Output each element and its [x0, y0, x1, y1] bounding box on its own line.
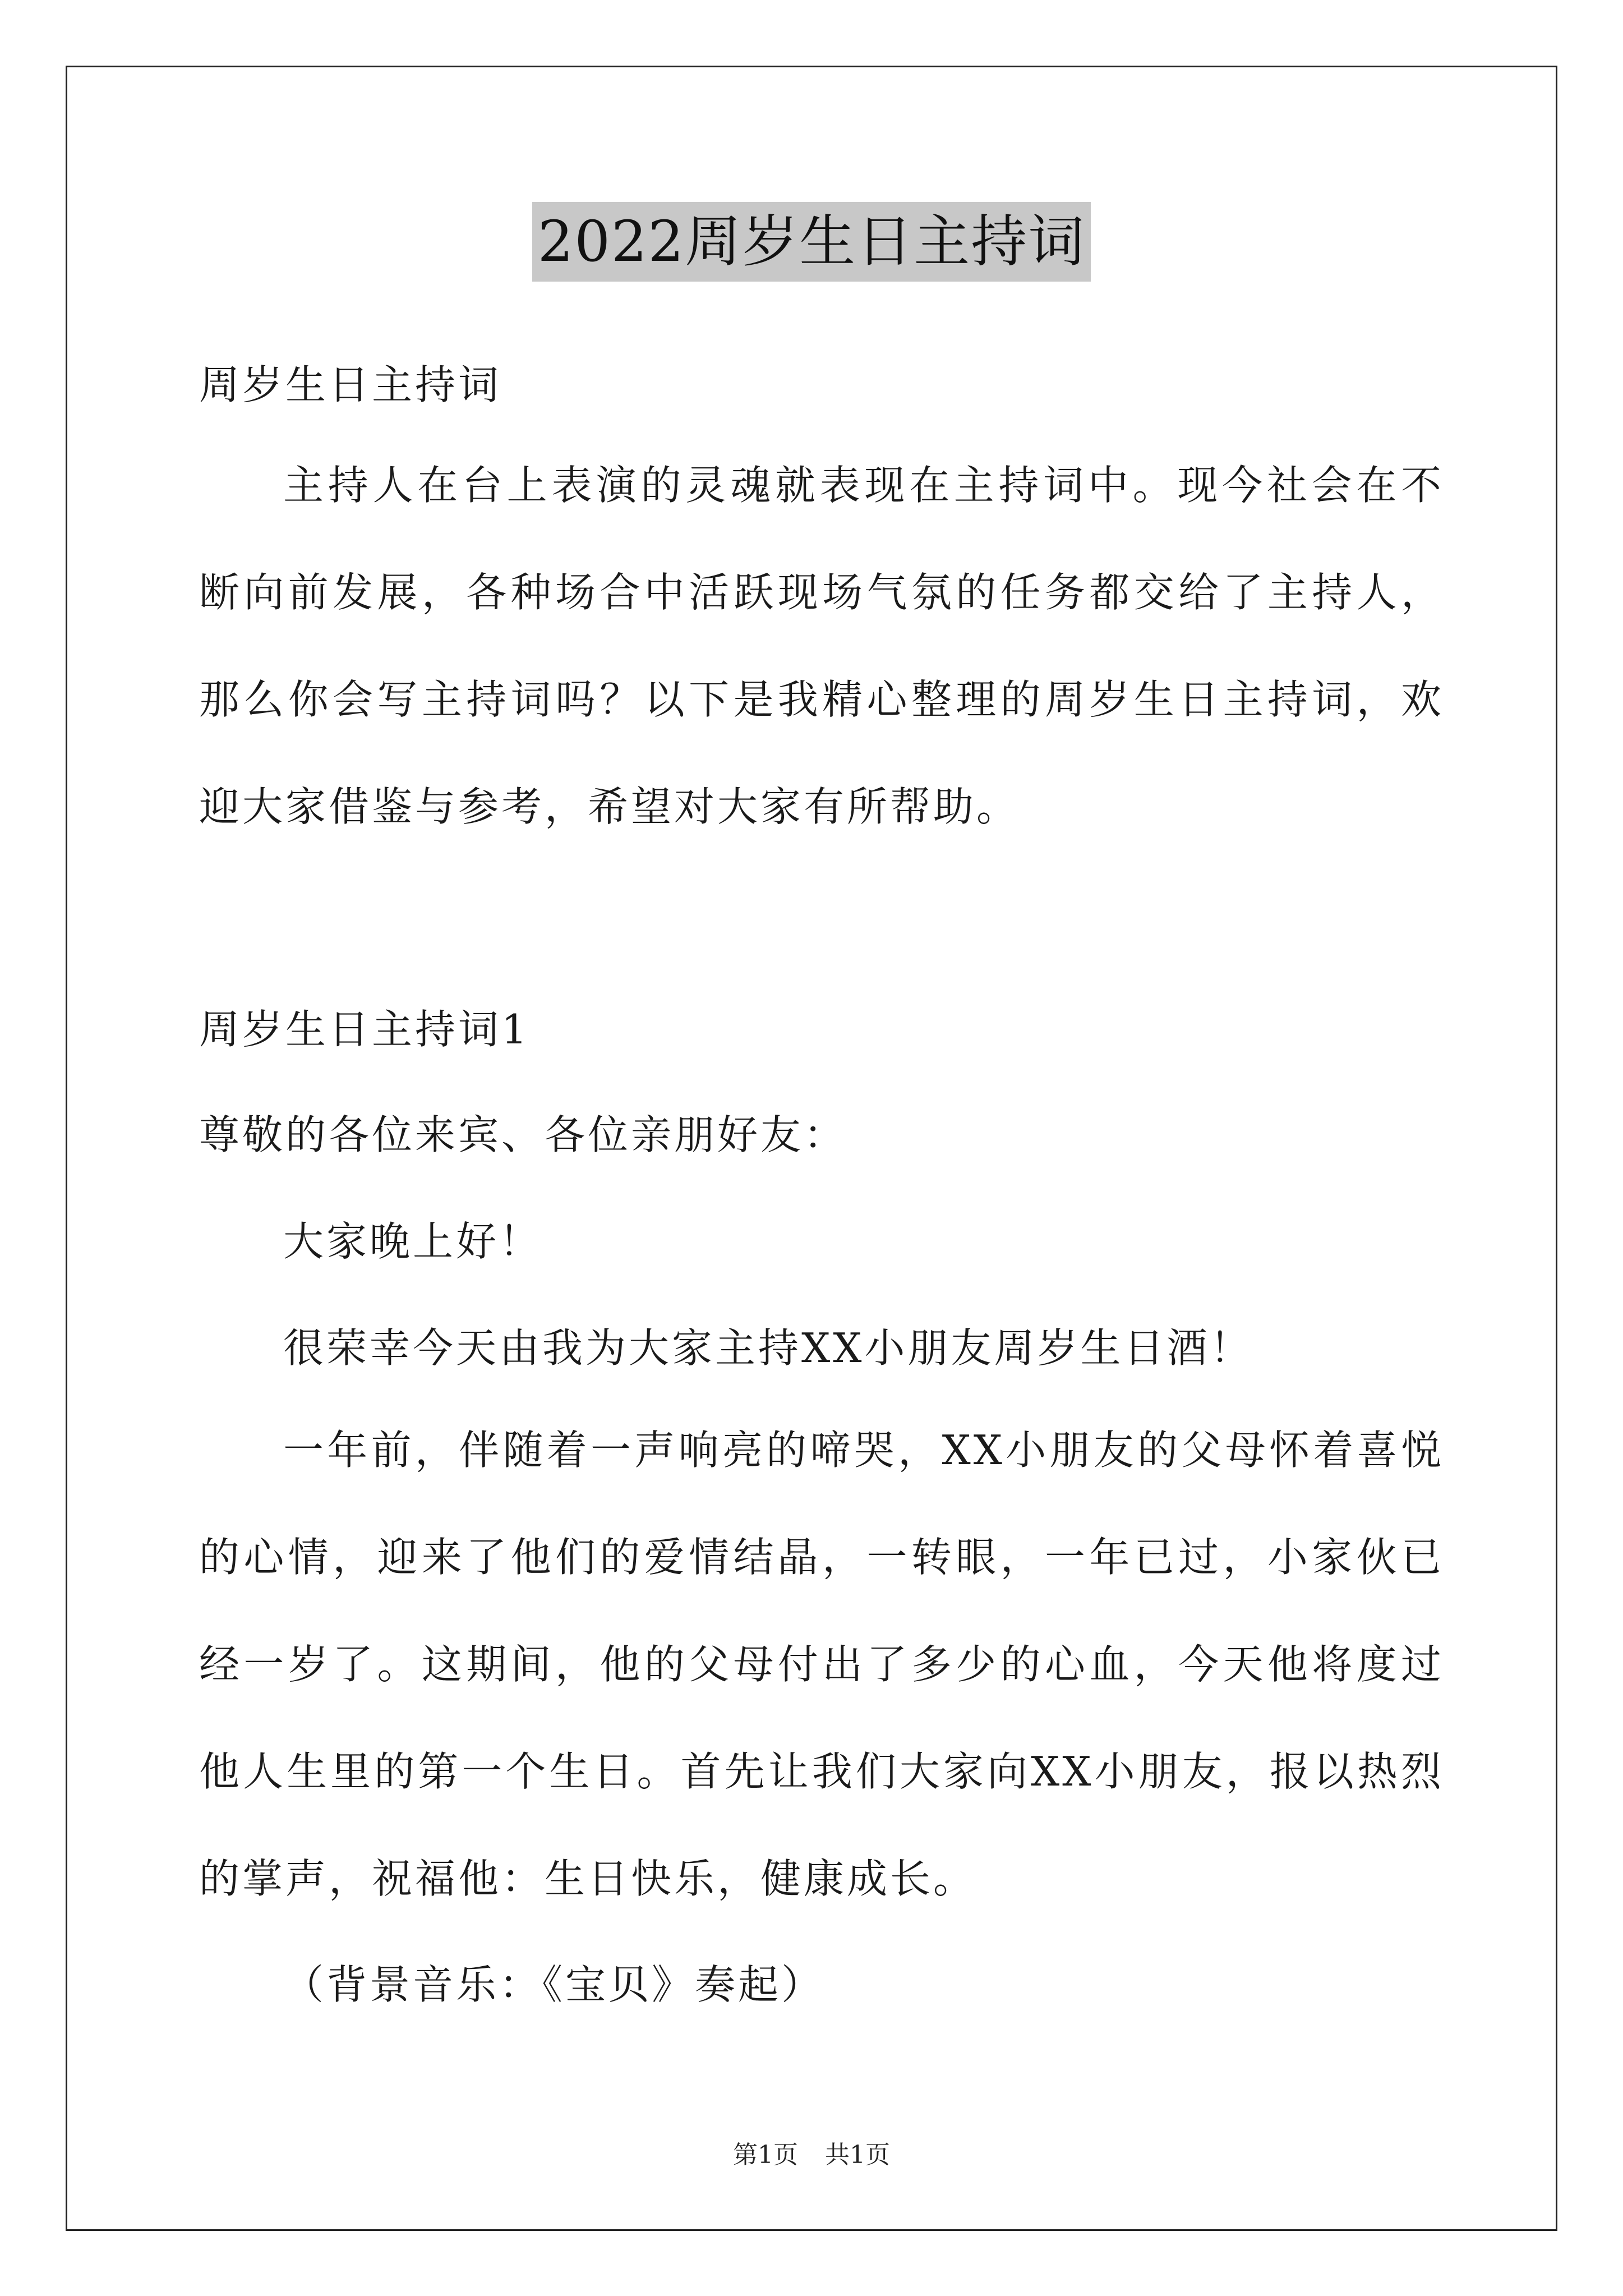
greeting: 大家晚上好！ — [283, 1218, 543, 1265]
intro-paragraph: 主持人在台上表演的灵魂就表现在主持词中。现今社会在不断向前发展，各种场合中活跃现场气氛的任务都交给了主持人，那么你会写主持词吗？以下是我精心整理的周岁生日主持词，欢迎大家借鉴与参考，希望对大家有所帮助。 — [199, 462, 1444, 830]
honor-line: 很荣幸今天由我为大家主持XX小朋友周岁生日酒！ — [283, 1324, 1253, 1372]
title-container — [0, 202, 1623, 282]
page-total: 共1页 — [825, 2141, 890, 2169]
section-heading: 周岁生日主持词 — [199, 361, 502, 408]
document-title: 2022周岁生日主持词 — [532, 202, 1091, 282]
page-footer — [0, 2134, 1623, 2170]
subheading-1: 周岁生日主持词1 — [199, 1006, 530, 1053]
music-note: （背景音乐：《宝贝》奏起） — [283, 1961, 825, 2008]
salutation: 尊敬的各位来宾、各位亲朋好友： — [199, 1111, 847, 1158]
page-current: 第1页 — [733, 2141, 798, 2169]
body-paragraph: 一年前，伴随着一声响亮的啼哭，XX小朋友的父母怀着喜悦的心情，迎来了他们的爱情结晶，一转眼，一年已过，小家伙已经一岁了。这期间，他的父母付出了多少的心血，今天他将度过他人生里的第一个生日。首先让我们大家向XX小朋友，报以热烈的掌声，祝福他：生日快乐，健康成长。 — [199, 1427, 1444, 1902]
